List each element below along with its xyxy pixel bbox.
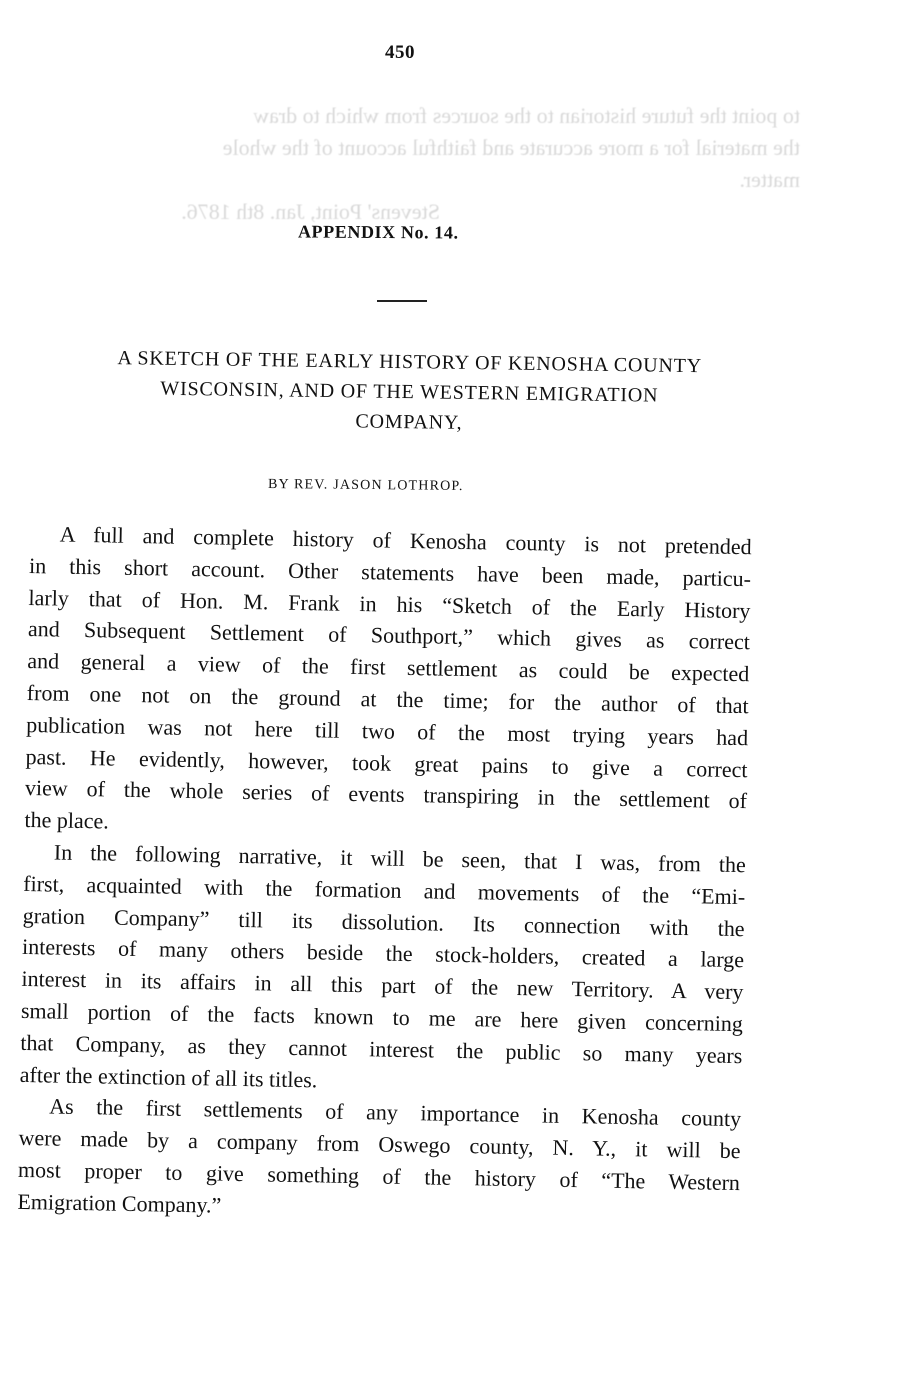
text-line: first, acquainted with the formation and movements of the “Emi- — [23, 870, 746, 909]
text-line: and Subsequent Settlement of Southport,” which gives as correct — [27, 616, 751, 655]
text-line: gration Company” till its dissolution. Its connection with the — [22, 902, 745, 941]
text-line: interests of many others beside the stock-holders, created a large — [21, 934, 745, 973]
bleed-line: Stevens' Point, Jan. 8th 1876. — [181, 199, 440, 224]
text-line: larly that of Hon. M. Frank in his “Sketch of the Early History — [28, 584, 751, 623]
text-line: interest in its affairs in all this part of the new Territory. A very — [21, 966, 744, 1005]
text-line: and general a view of the first settlement as could be expected — [27, 648, 750, 687]
text-line: A full and complete history of Kenosha county is not pretended — [59, 521, 752, 560]
text-line: Emigration Company.” — [17, 1188, 222, 1218]
bleed-line: to point the future historian to the sources from which to draw — [253, 103, 800, 128]
text-line: in this short account. Other statements have been made, particu- — [28, 552, 752, 592]
bleed-line: the material for a more accurate and faithful account of the whole — [222, 135, 800, 160]
text-line: the place. — [24, 807, 109, 834]
author-byline: BY REV. JASON LOTHROP. — [267, 476, 464, 495]
section-rule — [377, 300, 427, 302]
text-line: publication was not here till two of the most trying years had — [25, 711, 749, 750]
text-line: after the extinction of all its titles. — [19, 1061, 318, 1092]
title-line: WISCONSIN, AND OF THE WESTERN EMIGRATION — [160, 377, 659, 407]
appendix-heading: APPENDIX No. 14. — [297, 221, 459, 243]
text-line: past. He evidently, however, took great pains to give a correct — [25, 743, 748, 782]
paragraph — [24, 518, 752, 849]
bleed-through-text — [60, 100, 800, 228]
text-line: were made by a company from Oswego county, N. Y., it will be — [18, 1125, 741, 1164]
article-title — [39, 342, 780, 442]
text-line: view of the whole series of events transpiring in the settlement of — [24, 775, 748, 814]
text-line: In the following narrative, it will be seen, that I was, from the — [53, 839, 746, 878]
title-line: A SKETCH OF THE EARLY HISTORY OF KENOSHA COUNTY — [117, 347, 703, 378]
paragraph — [20, 836, 747, 1104]
bleed-line: matter. — [739, 167, 800, 192]
page-number: 450 — [385, 42, 415, 63]
text-line: As the first settlements of any importance in Kenosha county — [48, 1093, 742, 1132]
text-line: most proper to give something of the history of “The Western — [17, 1156, 741, 1196]
paragraph — [17, 1090, 741, 1230]
text-line: small portion of the facts known to me are here given concerning — [20, 997, 744, 1037]
body-text — [17, 518, 752, 1231]
text-line: that Company, as they cannot interest the public so many years — [20, 1029, 743, 1068]
text-line: from one not on the ground at the time; for the author of that — [26, 679, 749, 719]
title-line: COMPANY, — [355, 410, 463, 434]
